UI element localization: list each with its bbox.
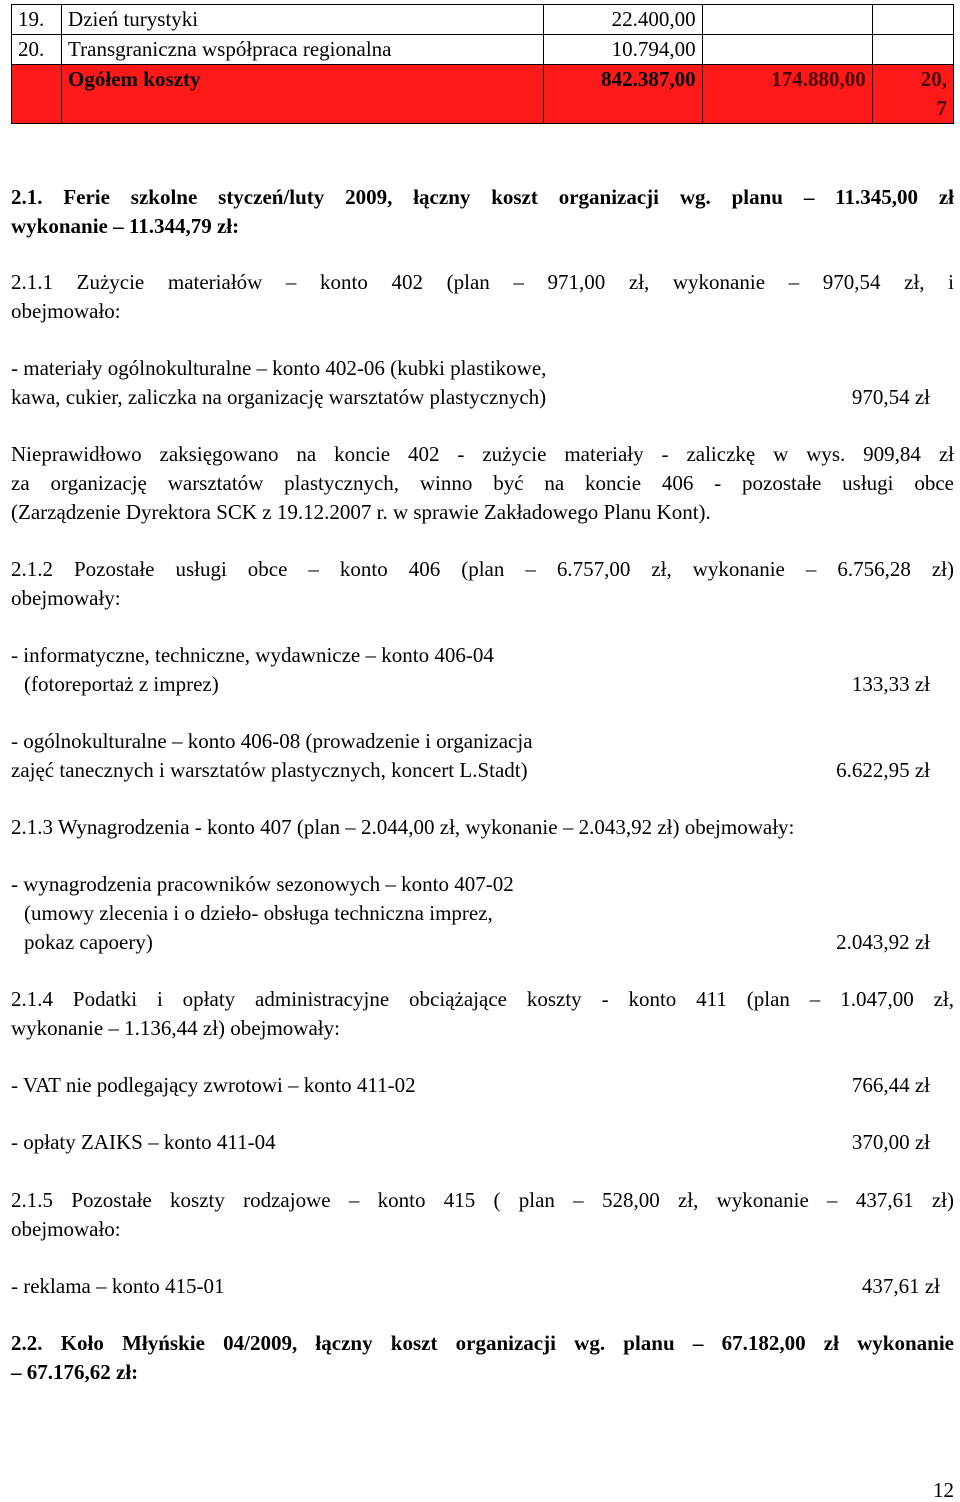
section-2-1-2-line-1: 2.1.2 Pozostałe usługi obce – konto 406 (plan – 6.757,00 zł, wykonanie – 6.756,28 zł): [11, 557, 954, 581]
row-exec: [702, 35, 872, 65]
s214-item2: - opłaty ZAIKS – konto 411-04: [11, 1130, 276, 1154]
total-plan: 842.387,00: [543, 65, 702, 124]
section-2-2-line-2: – 67.176,62 zł:: [11, 1360, 139, 1384]
s212-item2-line-2: zajęć tanecznych i warsztatów plastycznych, koncert L.Stadt): [11, 758, 528, 782]
s213-item-line-3: pokaz capoery): [24, 930, 153, 954]
row-plan: 22.400,00: [543, 5, 702, 35]
s215-item1-amount: 437,61 zł: [861, 1274, 940, 1298]
s211-note-line-2: za organizację warsztatów plastycznych, winno być na koncie 406 - pozostałe usługi obce: [11, 471, 954, 495]
section-2-1-3-line-1: 2.1.3 Wynagrodzenia - konto 407 (plan – 2.044,00 zł, wykonanie – 2.043,92 zł) obejmowały:: [11, 815, 795, 839]
total-exec: 174.880,00: [702, 65, 872, 124]
section-2-1-heading-line-2: wykonanie – 11.344,79 zł:: [11, 214, 240, 238]
section-2-1-2-line-2: obejmowały:: [11, 586, 121, 610]
row-number: 19.: [12, 5, 62, 35]
row-name: Dzień turystyki: [62, 5, 544, 35]
s211-item-line-1: - materiały ogólnokulturalne – konto 402-06 (kubki plastikowe,: [11, 356, 547, 380]
row-plan: 10.794,00: [543, 35, 702, 65]
section-2-1-heading-line-1: 2.1. Ferie szkolne styczeń/luty 2009, łączny koszt organizacji wg. planu – 11.345,00 zł: [11, 185, 954, 209]
section-2-1-4-line-1: 2.1.4 Podatki i opłaty administracyjne obciążające koszty - konto 411 (plan – 1.047,00 zł,: [11, 987, 954, 1011]
s211-note-line-1: Nieprawidłowo zaksięgowano na koncie 402 - zużycie materiały - zaliczkę w wys. 909,84 zł: [11, 442, 954, 466]
page-number: 12: [933, 1478, 954, 1502]
section-2-1-4-line-2: wykonanie – 1.136,44 zł) obejmowały:: [11, 1016, 340, 1040]
s212-item2-line-1: - ogólnokulturalne – konto 406-08 (prowadzenie i organizacja: [11, 729, 533, 753]
table-row: [12, 5, 954, 35]
section-2-2-line-1: 2.2. Koło Młyńskie 04/2009, łączny koszt organizacji wg. planu – 67.182,00 zł wykonanie: [11, 1331, 954, 1355]
total-number: [12, 65, 62, 124]
row-exec: [702, 5, 872, 35]
budget-table-container: [11, 4, 954, 124]
s215-item1: - reklama – konto 415-01: [11, 1274, 225, 1298]
s211-note-line-3: (Zarządzenie Dyrektora SCK z 19.12.2007 r. w sprawie Zakładowego Planu Kont).: [11, 500, 711, 524]
row-pct: [872, 35, 953, 65]
s213-item-line-1: - wynagrodzenia pracowników sezonowych – konto 407-02: [11, 872, 514, 896]
s213-item-amount: 2.043,92 zł: [836, 930, 930, 954]
row-name: Transgraniczna współpraca regionalna: [62, 35, 544, 65]
s211-item-line-2: kawa, cukier, zaliczka na organizację warsztatów plastycznych): [11, 385, 547, 409]
section-2-1-5-line-2: obejmowało:: [11, 1217, 121, 1241]
section-2-1-1-line-1: 2.1.1 Zużycie materiałów – konto 402 (plan – 971,00 zł, wykonanie – 970,54 zł, i: [11, 270, 954, 294]
total-pct: 20, 7: [872, 65, 953, 124]
section-2-1-5-line-1: 2.1.5 Pozostałe koszty rodzajowe – konto 415 ( plan – 528,00 zł, wykonanie – 437,61 zł): [11, 1188, 954, 1212]
s212-item1-amount: 133,33 zł: [851, 672, 930, 696]
table-row: [12, 35, 954, 65]
s213-item-line-2: (umowy zlecenia i o dzieło- obsługa techniczna imprez,: [24, 901, 493, 925]
s214-item1-amount: 766,44 zł: [851, 1073, 930, 1097]
total-name: Ogółem koszty: [62, 65, 544, 124]
section-2-1-1-line-2: obejmowało:: [11, 299, 121, 323]
row-number: 20.: [12, 35, 62, 65]
row-pct: [872, 5, 953, 35]
table-total-row: [12, 65, 954, 124]
s212-item1-line-2: (fotoreportaż z imprez): [24, 672, 219, 696]
budget-table: [11, 4, 954, 124]
s214-item2-amount: 370,00 zł: [851, 1130, 930, 1154]
s212-item1-line-1: - informatyczne, techniczne, wydawnicze – konto 406-04: [11, 643, 494, 667]
s211-item-amount: 970,54 zł: [851, 385, 930, 409]
s214-item1: - VAT nie podlegający zwrotowi – konto 411-02: [11, 1073, 416, 1097]
s212-item2-amount: 6.622,95 zł: [836, 758, 930, 782]
